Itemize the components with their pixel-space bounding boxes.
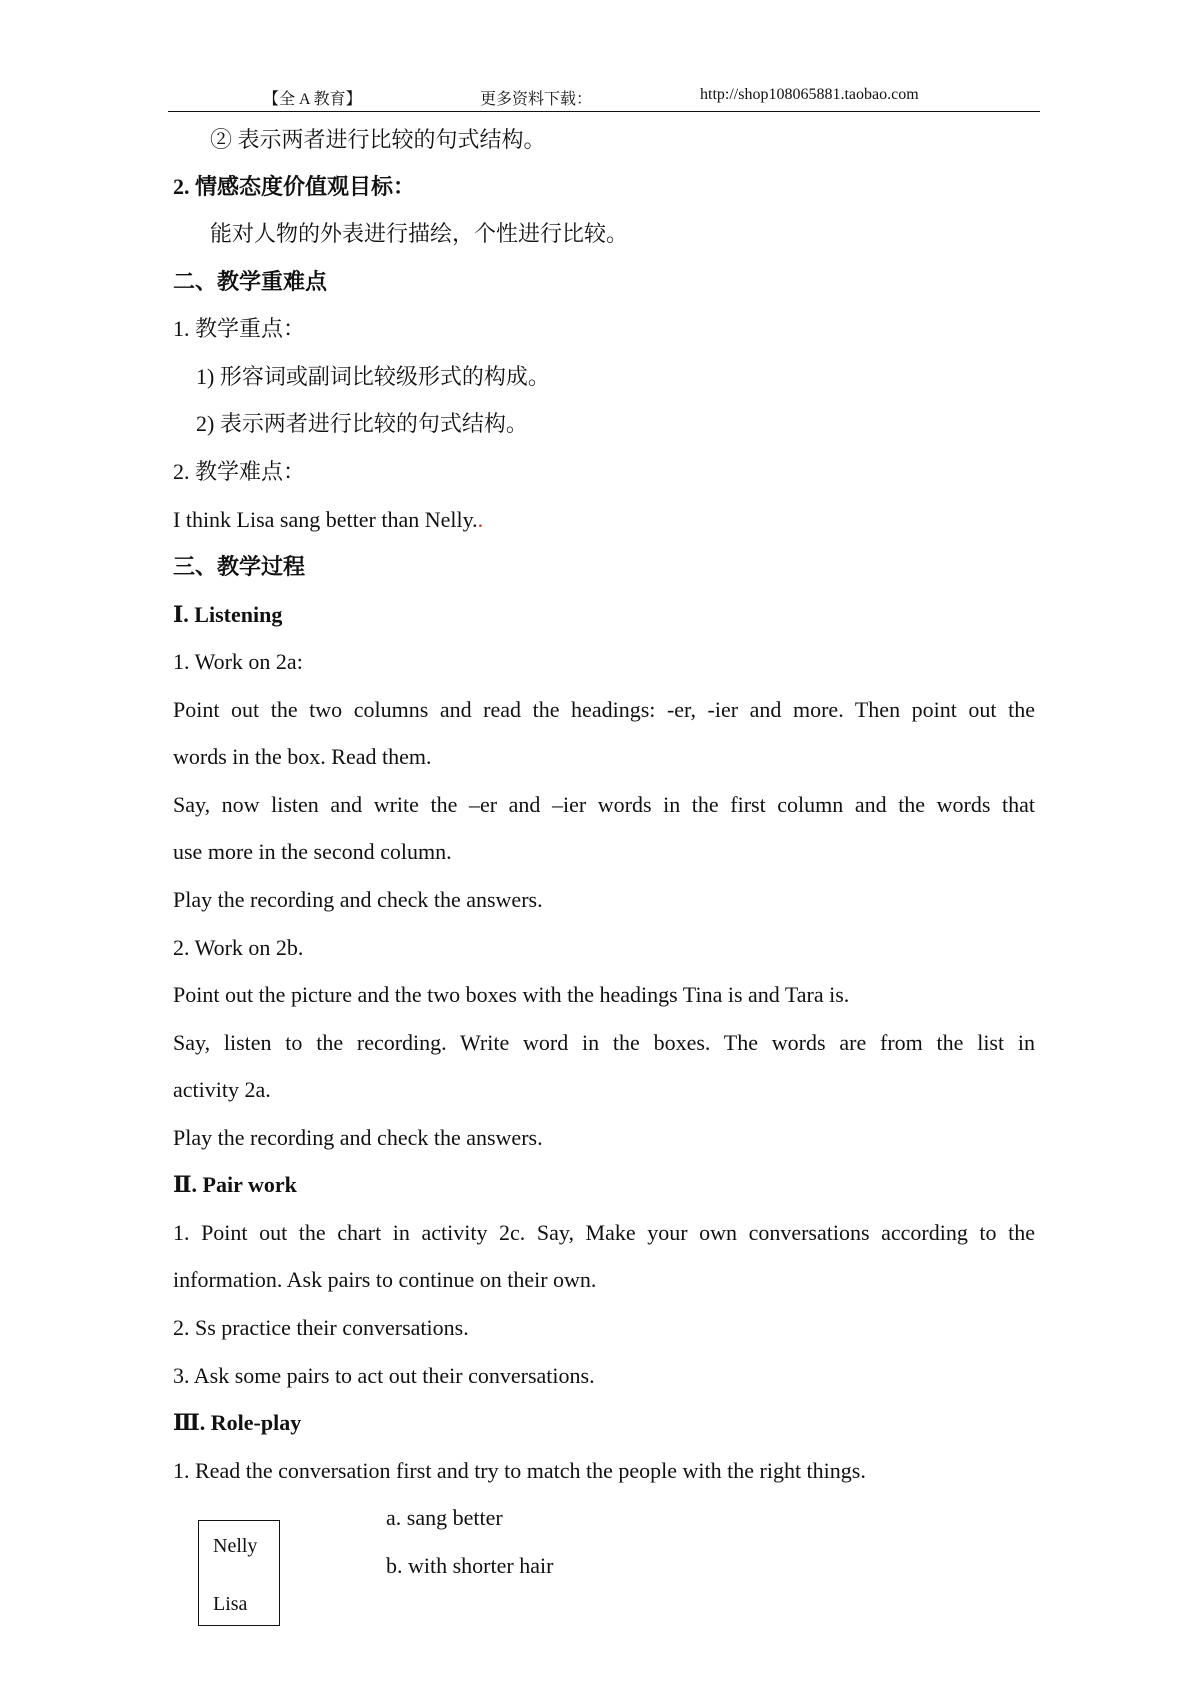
- section-heading-process: 三、教学过程: [173, 554, 306, 579]
- header-divider: [168, 111, 1040, 112]
- step-heading-listening: Ⅰ. Listening: [173, 602, 283, 627]
- header-brand: 【全 A 教育】: [263, 91, 362, 108]
- role-play-item-1: 1. Read the conversation first and try to match the people with the right things.: [173, 1458, 866, 1483]
- key-point-1: 1) 形容词或副词比较级形式的构成。: [196, 364, 550, 389]
- listening-text-6: Play the recording and check the answers.: [173, 1125, 543, 1150]
- emotion-goal-text: 能对人物的外表进行描绘，个性进行比较。: [210, 221, 629, 246]
- difficult-point-text: [173, 506, 483, 534]
- name-nelly: Nelly: [213, 1535, 258, 1557]
- listening-item-1: 1. Work on 2a:: [173, 649, 303, 674]
- header-url-link[interactable]: http://shop108065881.taobao.com: [700, 86, 919, 103]
- listening-text-1a: Point out the two columns and read the headings: -er, -ier and more. Then point out the: [173, 697, 1035, 722]
- pair-work-item-1a: 1. Point out the chart in activity 2c. Say, Make your own conversations according to the: [173, 1220, 1035, 1245]
- section-heading-emotion-goals: 2. 情感态度价值观目标：: [173, 174, 416, 199]
- listening-text-3: Play the recording and check the answers.: [173, 887, 543, 912]
- subheading-key-points: 1. 教学重点：: [173, 316, 306, 341]
- pair-work-item-3: 3. Ask some pairs to act out their conversations.: [173, 1363, 595, 1388]
- objective-item-2: ② 表示两者进行比较的句式结构。: [210, 127, 546, 152]
- key-point-2: 2) 表示两者进行比较的句式结构。: [196, 411, 528, 436]
- pair-work-item-1b: information. Ask pairs to continue on their own.: [173, 1267, 597, 1292]
- listening-text-4: Point out the picture and the two boxes with the headings Tina is and Tara is.: [173, 982, 850, 1007]
- step-heading-pair-work: Ⅱ. Pair work: [173, 1172, 297, 1197]
- header-download-label: 更多资料下载：: [480, 91, 593, 108]
- pair-work-item-2: 2. Ss practice their conversations.: [173, 1315, 469, 1340]
- subheading-difficult-points: 2. 教学难点：: [173, 459, 306, 484]
- step-heading-role-play: Ⅲ. Role-play: [173, 1410, 302, 1435]
- listening-text-1b: words in the box. Read them.: [173, 744, 432, 769]
- section-heading-key-difficult: 二、教学重难点: [173, 269, 328, 294]
- listening-item-2: 2. Work on 2b.: [173, 935, 304, 960]
- name-box: [198, 1520, 280, 1626]
- listening-text-2b: use more in the second column.: [173, 839, 452, 864]
- listening-text-2a: Say, now listen and write the –er and –ier words in the first column and the words that: [173, 792, 1035, 817]
- difficult-point-extra-dot: .: [477, 507, 484, 532]
- name-lisa: Lisa: [213, 1593, 248, 1615]
- difficult-point-sentence: I think Lisa sang better than Nelly.: [173, 507, 478, 532]
- page-header: [168, 86, 1040, 112]
- listening-text-5a: Say, listen to the recording. Write word in the boxes. The words are from the list in: [173, 1030, 1035, 1055]
- listening-text-5b: activity 2a.: [173, 1077, 271, 1102]
- match-option-b: b. with shorter hair: [386, 1553, 554, 1578]
- match-option-a: a. sang better: [386, 1505, 503, 1530]
